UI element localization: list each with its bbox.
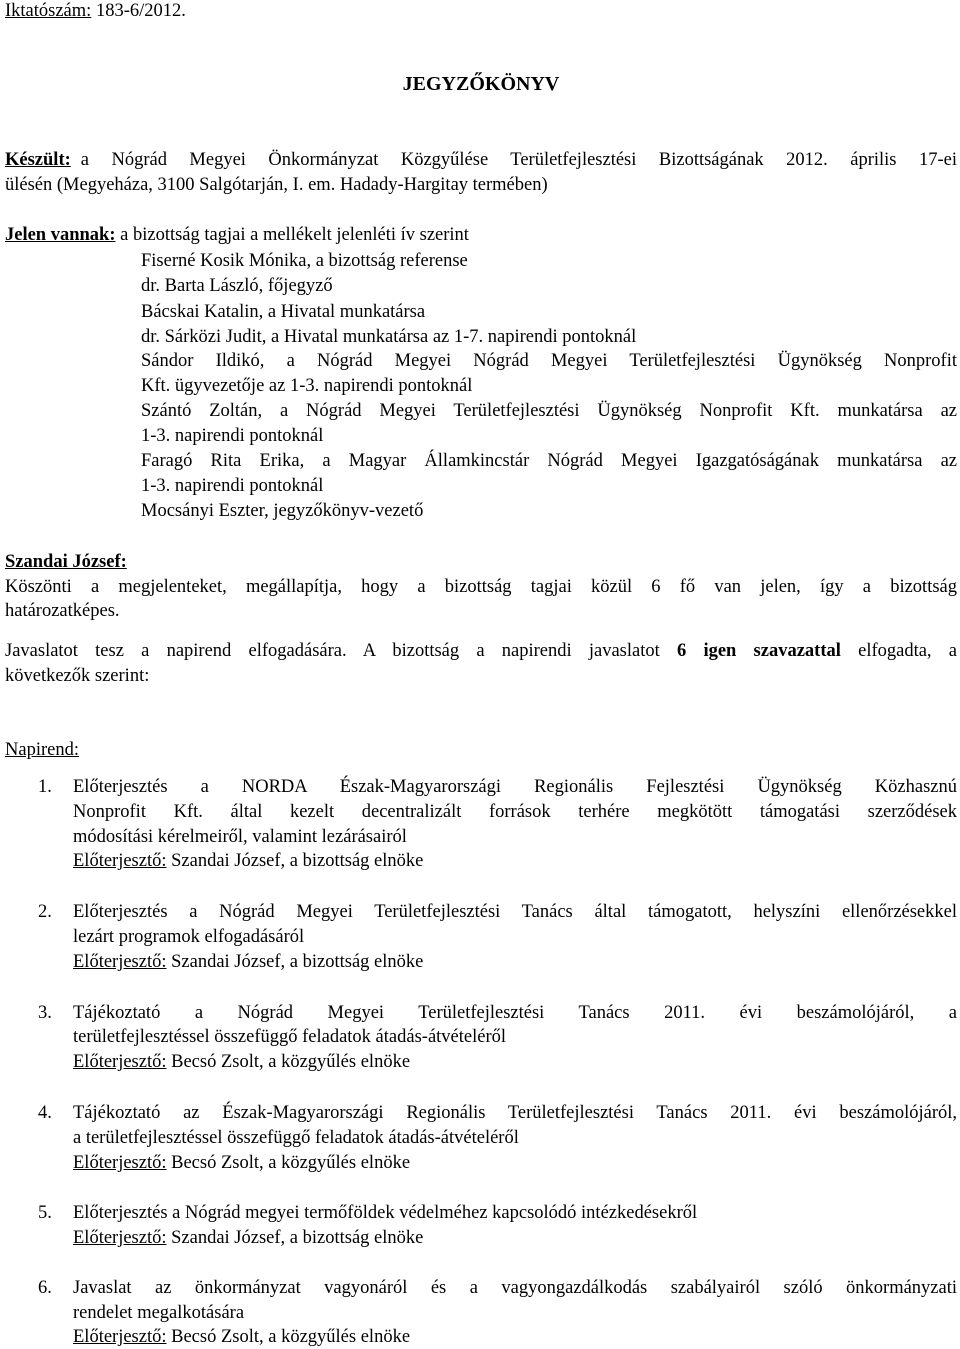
agenda-item-number: 6. [38,1278,52,1298]
agenda-item-text: Előterjesztés a Nógrád megyei termőföldek védelméhez kapcsolódó intézkedésekről [73,1203,698,1223]
presenter-name: Szandai József, a bizottság elnöke [166,851,424,871]
present-first: a bizottság tagjai a mellékelt jelenléti ív szerint [120,225,469,245]
agenda-item-text: a területfejlesztéssel összefüggő feladatok átadás-átvételéről [73,1128,519,1148]
agenda-item-text: Tájékoztató az Észak-Magyarországi Regionális Területfejlesztési Tanács 2011. évi beszámolójáról, [73,1103,957,1123]
agenda-item-number: 4. [38,1103,52,1123]
proposal-text-a: Javaslatot tesz a napirend elfogadására. A bizottság a napirendi javaslatot [5,641,677,661]
agenda-item-text: rendelet megalkotására [73,1303,245,1323]
presenter-name: Szandai József, a bizottság elnöke [166,952,424,972]
present-line: dr. Sárközi Judit, a Hivatal munkatársa az 1-7. napirendi pontoknál [141,327,637,347]
presenter-label: Előterjesztő: [73,1153,167,1173]
present-line: 1-3. napirendi pontoknál [141,426,324,446]
present-line: dr. Barta László, főjegyző [141,276,333,296]
presenter-label: Előterjesztő: [73,1327,167,1347]
present-line: Faragó Rita Erika, a Magyar Államkincstár Nógrád Megyei Igazgatóságának munkatársa az [141,451,957,471]
proposal-text-b: elfogadta, a [840,641,957,661]
made-text-1: a Nógrád Megyei Önkormányzat Közgyűlése Területfejlesztési Bizottságának 2012. április 17-ei [80,150,957,170]
presenter-label: Előterjesztő: [73,1052,167,1072]
agenda-item-text: Tájékoztató a Nógrád Megyei Területfejlesztési Tanács 2011. évi beszámolójáról, a [73,1003,957,1023]
agenda-item-presenter [73,1326,410,1348]
agenda-item-presenter [73,1227,423,1249]
agenda-item-presenter [73,1051,410,1073]
presenter-name: Becsó Zsolt, a közgyűlés elnöke [166,1153,411,1173]
present-line: Szántó Zoltán, a Nógrád Megyei Területfejlesztési Ügynökség Nonprofit Kft. munkatársa az [141,401,957,421]
registration-number [5,0,186,22]
agenda-item-number: 1. [38,777,52,797]
presenter-label: Előterjesztő: [73,1228,167,1248]
agenda-item-number: 5. [38,1203,52,1223]
agenda-item-text: területfejlesztéssel összefüggő feladatok átadás-átvételéről [73,1027,507,1047]
agenda-item-presenter [73,850,423,872]
present-line: Sándor Ildikó, a Nógrád Megyei Nógrád Megyei Területfejlesztési Ügynökség Nonprofit [141,351,957,371]
agenda-item-text: Nonprofit Kft. által kezelt decentralizált források terhére megkötött támogatási szerződések [73,802,957,822]
proposal-line-1 [5,640,957,662]
made-text-2: ülésén (Megyeháza, 3100 Salgótarján, I. em. Hadady-Hargitay termében) [5,175,548,195]
agenda-item-presenter [73,951,423,973]
made-line-1 [5,149,957,171]
presenter-name: Becsó Zsolt, a közgyűlés elnöke [166,1052,411,1072]
registration-value: 183-6/2012. [91,1,186,21]
presenter-label: Előterjesztő: [73,952,167,972]
present-line: Mocsányi Eszter, jegyzőkönyv-vezető [141,501,424,521]
registration-label: Iktatószám: [5,1,92,21]
agenda-item-number: 2. [38,902,52,922]
agenda-item-text: módosítási kérelmeiről, valamint lezárásairól [73,827,407,847]
agenda-item-presenter [73,1152,410,1174]
agenda-item-text: lezárt programok elfogadásáról [73,927,305,947]
vote-result: 6 igen szavazattal [676,641,841,661]
agenda-label: Napirend: [5,740,79,760]
speaker-name: Szandai József: [5,552,127,572]
proposal-line-2: következők szerint: [5,666,150,686]
presenter-name: Becsó Zsolt, a közgyűlés elnöke [166,1327,411,1347]
present-line: Fiserné Kosik Mónika, a bizottság referense [141,251,468,271]
present-line: 1-3. napirendi pontoknál [141,476,324,496]
present-line: Bácskai Katalin, a Hivatal munkatársa [141,302,426,322]
present-label: Jelen vannak: [5,225,116,245]
document-title: JEGYZŐKÖNYV [402,73,560,95]
agenda-item-text: Előterjesztés a NORDA Észak-Magyarországi Regionális Fejlesztési Ügynökség Közhasznú [73,777,957,797]
agenda-item-text: Javaslat az önkormányzat vagyonáról és a vagyongazdálkodás szabályairól szóló önkormányzati [73,1278,957,1298]
made-label: Készült: [5,150,71,170]
agenda-item-number: 3. [38,1003,52,1023]
agenda-item-text: Előterjesztés a Nógrád Megyei Területfejlesztési Tanács által támogatott, helyszíni ellenőrzésekkel [73,902,957,922]
present-first-line [5,224,469,246]
presenter-name: Szandai József, a bizottság elnöke [166,1228,424,1248]
presenter-label: Előterjesztő: [73,851,167,871]
speaker-text-1: Köszönti a megjelenteket, megállapítja, hogy a bizottság tagjai közül 6 fő van jelen, így a bizottság [5,577,957,597]
present-line: Kft. ügyvezetője az 1-3. napirendi pontoknál [141,376,473,396]
speaker-text-2: határozatképes. [5,601,120,621]
